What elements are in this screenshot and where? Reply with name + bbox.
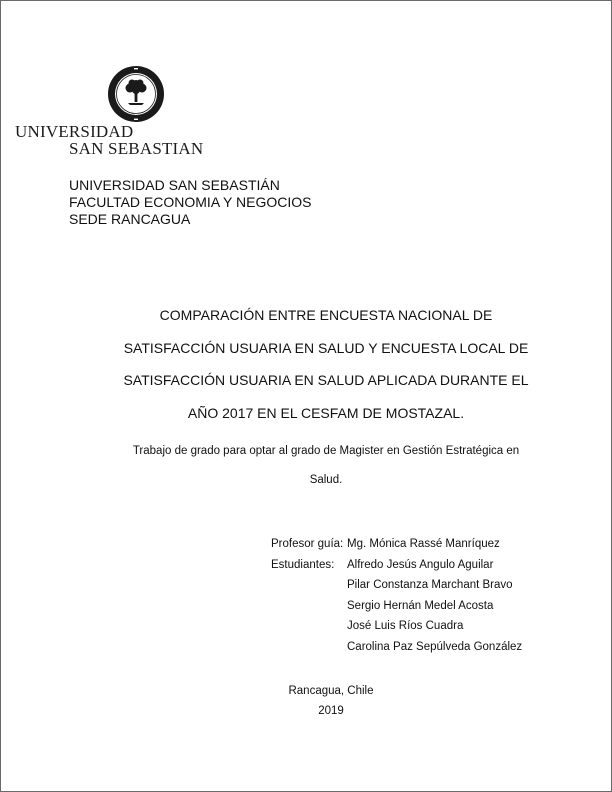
thesis-title xyxy=(101,299,551,429)
advisor-row xyxy=(271,534,571,555)
institution-block xyxy=(69,177,311,228)
advisor-label: Profesor guía: xyxy=(271,538,344,550)
title-line: COMPARACIÓN ENTRE ENCUESTA NACIONAL DE xyxy=(159,307,493,323)
place-and-date xyxy=(271,681,391,721)
student-name: José Luis Ríos Cuadra xyxy=(347,620,464,632)
title-line: SATISFACCIÓN USUARIA EN SALUD APLICADA DURANTE EL xyxy=(123,372,529,388)
student-row xyxy=(271,596,571,617)
authors-block xyxy=(271,534,571,657)
student-name: Alfredo Jesús Angulo Aguilar xyxy=(347,558,494,571)
place: Rancagua, Chile xyxy=(288,685,374,697)
institution-line: FACULTAD ECONOMIA Y NEGOCIOS xyxy=(69,194,312,210)
student-row xyxy=(271,637,571,658)
student-row xyxy=(271,616,571,637)
student-name: Carolina Paz Sepúlveda González xyxy=(347,640,523,653)
year: 2019 xyxy=(318,705,344,717)
title-line: AÑO 2017 EN EL CESFAM DE MOSTAZAL. xyxy=(187,404,465,421)
students-label: Estudiantes: xyxy=(271,558,335,571)
student-name: Sergio Hernán Medel Acosta xyxy=(347,599,494,612)
student-row xyxy=(271,575,571,596)
advisor-name: Mg. Mónica Rassé Manríquez xyxy=(347,538,500,550)
student-row xyxy=(271,555,571,576)
title-line: SATISFACCIÓN USUARIA EN SALUD Y ENCUESTA LOCAL DE xyxy=(123,339,529,356)
institution-line: SEDE RANCAGUA xyxy=(69,211,191,227)
subtitle-line: Trabajo de grado para optar al grado de Magister en Gestión Estratégica en xyxy=(132,445,520,457)
logo-wordmark-line2: SAN SEBASTIAN xyxy=(69,139,204,158)
university-seal-tree-icon xyxy=(107,65,165,123)
student-name: Pilar Constanza Marchant Bravo xyxy=(347,579,513,591)
degree-statement xyxy=(91,437,561,495)
logo-wordmark-line1: UNIVERSIDAD xyxy=(15,122,134,141)
institution-line: UNIVERSIDAD SAN SEBASTIÁN xyxy=(69,177,280,193)
subtitle-line: Salud. xyxy=(309,474,343,486)
